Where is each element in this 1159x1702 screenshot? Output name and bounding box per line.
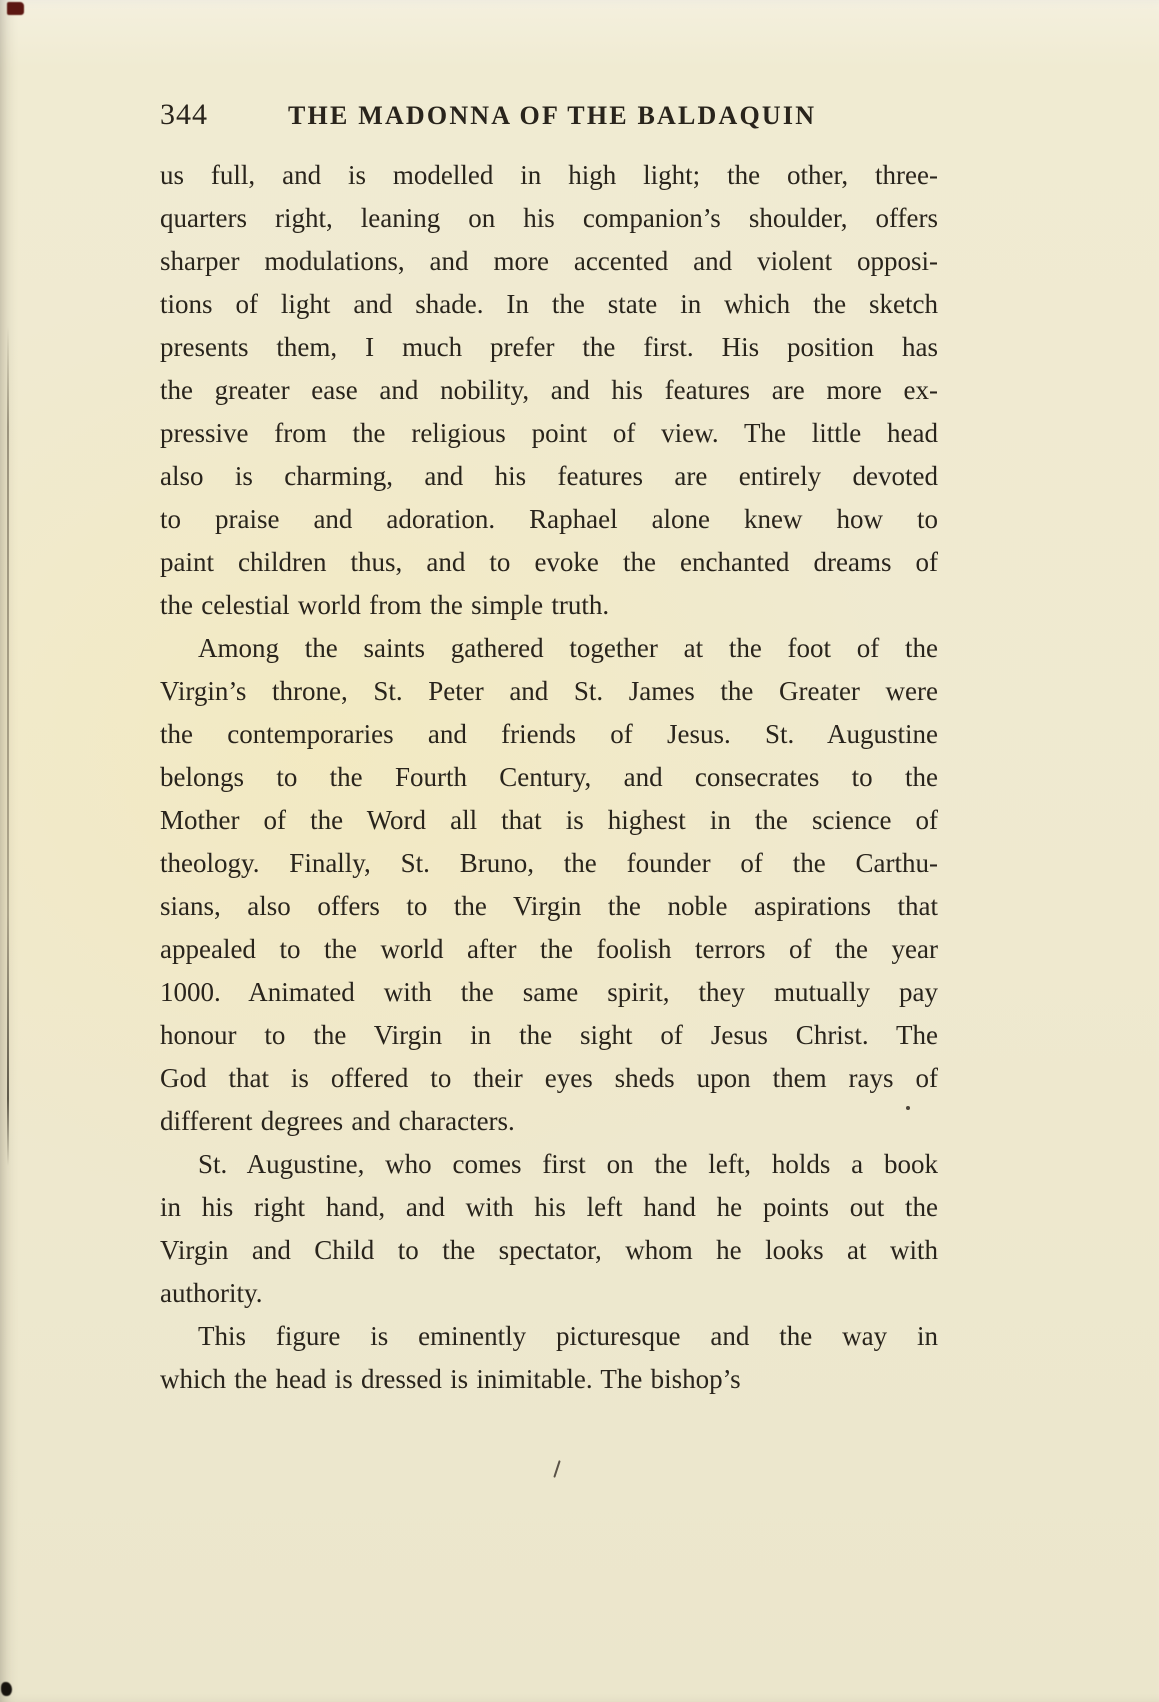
text-line: pressive from the religious point of view. The little head <box>160 418 938 448</box>
text-line: sians, also offers to the Virgin the noble aspirations that <box>160 891 938 921</box>
text-line: quarters right, leaning on his companion’s shoulder, offers <box>160 203 938 233</box>
text-line: different degrees and characters. <box>160 1106 515 1136</box>
text-line: the celestial world from the simple truth. <box>160 590 610 620</box>
text-line: also is charming, and his features are entirely devoted <box>160 461 938 491</box>
text-line: This figure is eminently picturesque and the way in <box>198 1321 938 1351</box>
text-line: Virgin’s throne, St. Peter and St. James the Greater were <box>160 676 938 706</box>
text-line: God that is offered to their eyes sheds upon them rays of <box>160 1063 938 1093</box>
text-line: the contemporaries and friends of Jesus. St. Augustine <box>160 719 938 749</box>
text-line: Virgin and Child to the spectator, whom he looks at with <box>160 1235 938 1265</box>
text-line: tions of light and shade. In the state in which the sketch <box>160 289 938 319</box>
text-line: sharper modulations, and more accented and violent opposi- <box>160 246 938 276</box>
ink-mark-top-left <box>7 2 24 15</box>
text-line: presents them, I much prefer the first. His position has <box>160 332 938 362</box>
text-line: appealed to the world after the foolish terrors of the year <box>160 934 938 964</box>
page-edge-line <box>7 326 9 1166</box>
text-line: belongs to the Fourth Century, and consecrates to the <box>160 762 938 792</box>
text-line: us full, and is modelled in high light; the other, three- <box>160 160 938 190</box>
text-line: honour to the Virgin in the sight of Jesus Christ. The <box>160 1020 938 1050</box>
stray-mark-slash <box>553 1460 560 1478</box>
paragraph <box>160 154 938 627</box>
paragraph <box>160 627 938 1143</box>
text-line: authority. <box>160 1278 263 1308</box>
paragraph <box>160 1315 938 1401</box>
page-header <box>160 98 938 132</box>
text-line: theology. Finally, St. Bruno, the founder of the Carthu- <box>160 848 938 878</box>
text-line: to praise and adoration. Raphael alone knew how to <box>160 504 938 534</box>
text-line: St. Augustine, who comes first on the left, holds a book <box>198 1149 938 1179</box>
page-number: 344 <box>160 98 208 131</box>
text-block <box>160 154 938 1401</box>
text-line: Mother of the Word all that is highest in the science of <box>160 805 938 835</box>
text-line: 1000. Animated with the same spirit, they mutually pay <box>160 977 938 1007</box>
text-line: Among the saints gathered together at the foot of the <box>198 633 938 663</box>
text-line: the greater ease and nobility, and his features are more ex- <box>160 375 938 405</box>
paragraph <box>160 1143 938 1315</box>
ink-mark-bottom-left <box>1 1682 12 1696</box>
running-title: THE MADONNA OF THE BALDAQUIN <box>288 101 817 130</box>
text-line: paint children thus, and to evoke the enchanted dreams of <box>160 547 938 577</box>
text-line: in his right hand, and with his left hand he points out the <box>160 1192 938 1222</box>
text-line: which the head is dressed is inimitable. The bishop’s <box>160 1364 741 1394</box>
